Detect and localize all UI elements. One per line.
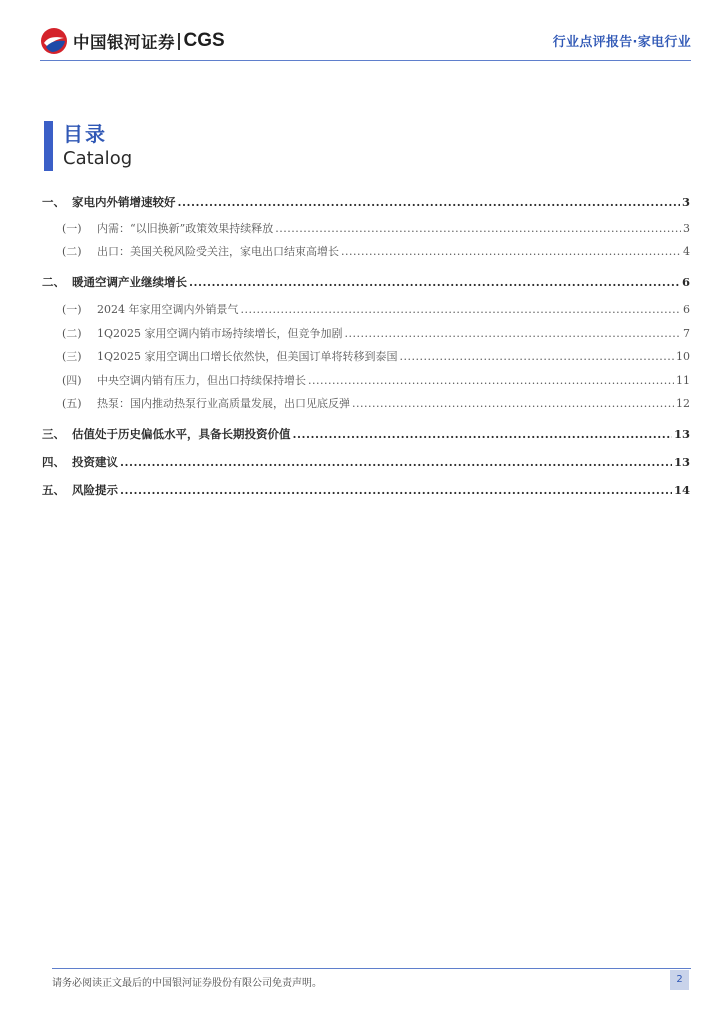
toc-entry-number: (一) <box>62 303 82 316</box>
cgs-logo-icon <box>40 27 68 55</box>
toc-entry-number: (四) <box>62 374 82 387</box>
toc-entry-number: (二) <box>62 245 82 258</box>
toc-entry-title: 1Q2025 家用空调内销市场持续增长，但竞争加剧 <box>97 327 343 340</box>
toc-entry[interactable] <box>42 372 690 388</box>
toc-entry-title: 投资建议 <box>72 455 118 469</box>
toc-entry-page: 12 <box>676 397 690 410</box>
toc-entry[interactable] <box>42 194 690 210</box>
toc-entry-title: 家电内外销增速较好 <box>72 195 176 209</box>
brand-name-cn: 中国银河证券 <box>73 33 175 52</box>
toc-entry-number: 一、 <box>42 195 65 209</box>
toc-entry-page: 3 <box>681 195 690 209</box>
toc-entry-title: 暖通空调产业继续增长 <box>72 275 187 289</box>
toc-entry-title: 内需：“以旧换新”政策效果持续释放 <box>97 222 274 235</box>
toc-entry[interactable] <box>42 243 690 259</box>
footer-disclaimer: 请务必阅读正文最后的中国银河证券股份有限公司免责声明。 <box>52 978 322 989</box>
toc-leader-dots <box>345 327 681 340</box>
toc-leader-dots <box>308 374 674 387</box>
toc-leader-dots <box>293 427 672 441</box>
footer-divider <box>52 968 691 969</box>
toc-entry-title: 风险提示 <box>72 483 118 497</box>
toc-entry[interactable] <box>42 482 690 498</box>
toc-entry-number: 三、 <box>42 427 65 441</box>
toc-entry-page: 13 <box>673 427 690 441</box>
page-header <box>0 0 724 62</box>
page-number: 2 <box>670 970 689 990</box>
toc-entry[interactable] <box>42 274 690 290</box>
toc-entry-title: 热泵：国内推动热泵行业高质量发展，出口见底反弹 <box>97 397 350 410</box>
toc-leader-dots <box>120 483 672 497</box>
toc-entry-page: 10 <box>676 350 690 363</box>
toc-leader-dots <box>352 397 674 410</box>
toc-leader-dots <box>275 222 681 235</box>
toc-leader-dots <box>189 275 680 289</box>
toc-entry-page: 14 <box>673 483 690 497</box>
toc-entry-page: 7 <box>683 327 690 340</box>
toc-entry-title: 2024 年家用空调内外销景气 <box>97 303 239 316</box>
brand-logo <box>40 27 225 55</box>
toc-entry-title: 出口：美国关税风险受关注，家电出口结束高增长 <box>97 245 339 258</box>
toc-entry-number: 二、 <box>42 275 65 289</box>
toc-title-en: Catalog <box>63 148 133 169</box>
report-type: 行业点评报告·家电行业 <box>552 35 691 50</box>
toc-leader-dots <box>178 195 680 209</box>
toc-entry[interactable] <box>42 348 690 364</box>
brand-separator <box>178 33 180 50</box>
toc-entry-page: 11 <box>676 374 690 387</box>
toc-entry[interactable] <box>42 220 690 236</box>
toc-entry-number: (三) <box>62 350 82 363</box>
toc-title-cn: 目录 <box>63 122 107 146</box>
toc-entry[interactable] <box>42 395 690 411</box>
toc-entry-number: (二) <box>62 327 82 340</box>
toc-entry[interactable] <box>42 426 690 442</box>
toc-leader-dots <box>341 245 681 258</box>
toc-entry[interactable] <box>42 301 690 317</box>
toc-entry-title: 估值处于历史偏低水平，具备长期投资价值 <box>72 427 291 441</box>
header-divider <box>40 60 691 61</box>
toc-entry-title: 中央空调内销有压力，但出口持续保持增长 <box>97 374 306 387</box>
toc-entry-page: 4 <box>683 245 690 258</box>
toc-entry-page: 13 <box>673 455 690 469</box>
toc-entry-number: 四、 <box>42 455 65 469</box>
toc-entry-title: 1Q2025 家用空调出口增长依然快，但美国订单将转移到泰国 <box>97 350 398 363</box>
toc-entry-page: 6 <box>681 275 690 289</box>
toc-entry-number: 五、 <box>42 483 65 497</box>
toc-entry-number: (一) <box>62 222 82 235</box>
toc-leader-dots <box>400 350 674 363</box>
toc-entry-page: 6 <box>683 303 690 316</box>
toc-entry-page: 3 <box>683 222 690 235</box>
toc-entry[interactable] <box>42 325 690 341</box>
brand-name-en: CGS <box>183 30 225 51</box>
toc-leader-dots <box>120 455 672 469</box>
title-accent-bar <box>44 121 53 171</box>
toc-entry-number: (五) <box>62 397 82 410</box>
toc-entry[interactable] <box>42 454 690 470</box>
toc-leader-dots <box>241 303 682 316</box>
